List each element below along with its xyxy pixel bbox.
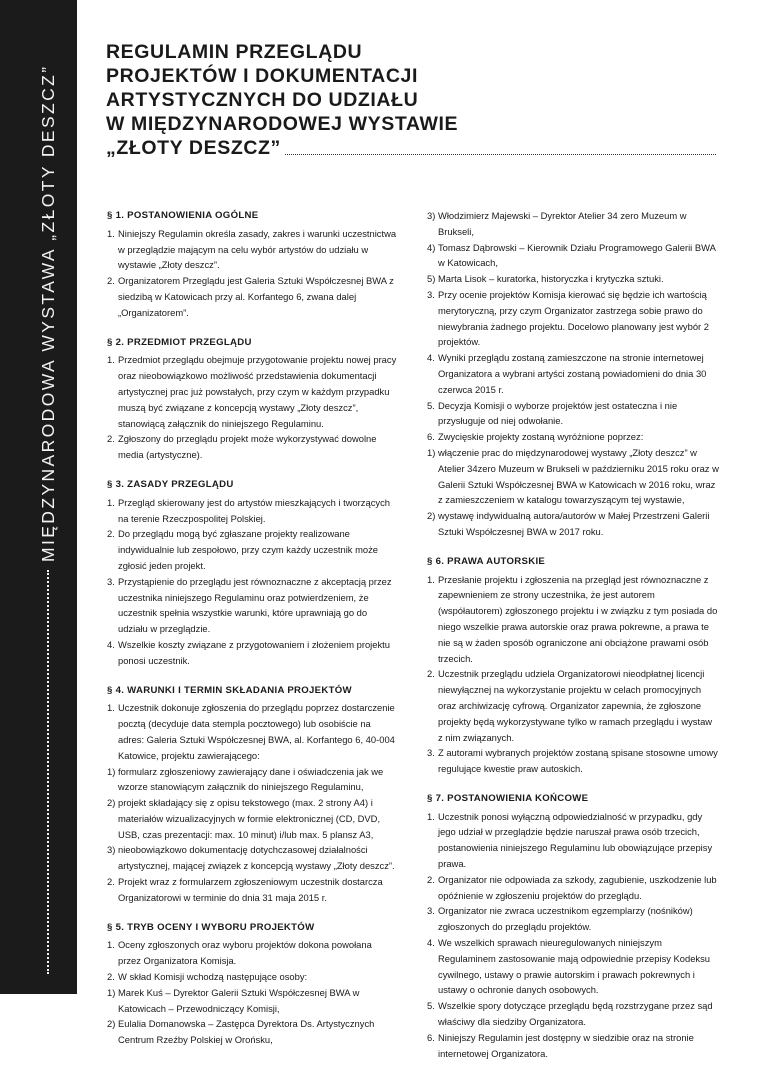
- list-item: [427, 809, 719, 872]
- right-column: [427, 208, 719, 1075]
- item-number: 2.: [107, 876, 115, 888]
- list-item: [107, 700, 397, 763]
- section-heading: § 6. PRAWA AUTORSKIE: [427, 555, 546, 567]
- list-item: [427, 240, 719, 272]
- item-number: 6.: [427, 1031, 435, 1043]
- section-heading: § 2. PRZEDMIOT PRZEGLĄDU: [107, 336, 252, 348]
- item-text: Zgłoszony do przeglądu projekt może wykorzystywać dowolne media (artystyczne).: [118, 433, 377, 461]
- title-last-line: [106, 136, 716, 160]
- item-text: nieobowiązkowo dokumentację dotychczasowej działalności artystycznej, mającej związek z koncepcją wystawy „Złoty deszcz”.: [118, 844, 395, 872]
- item-number: 2.: [107, 528, 115, 540]
- item-number: 4): [427, 241, 436, 253]
- list-item: [107, 637, 397, 669]
- item-text: formularz zgłoszeniowy zawierający dane i oświadczenia jak we wzorze stanowiącym załącznik do niniejszego Regulaminu,: [118, 765, 384, 793]
- item-number: 2): [107, 1018, 116, 1030]
- item-number: 1.: [107, 939, 115, 951]
- section-5-continued: [427, 208, 719, 540]
- list-item: [107, 764, 397, 796]
- item-number: 3.: [427, 747, 435, 759]
- item-number: 2.: [107, 971, 115, 983]
- section-7: [427, 791, 719, 1062]
- item-text: Niniejszy Regulamin jest dostępny w siedzibie oraz na stronie internetowej Organizatora.: [438, 1031, 694, 1059]
- item-number: 2.: [107, 275, 115, 287]
- item-text: Przegląd skierowany jest do artystów mieszkających i tworzących na terenie Rzeczpospolitej Polskiej.: [118, 496, 390, 524]
- sidebar-dotted-rule: [47, 570, 49, 974]
- item-number: 3): [107, 844, 116, 856]
- item-text: Wyniki przeglądu zostaną zamieszczone na stronie internetowej Organizatora a wybrani artyści zostaną powiadomieni do dnia 30 czerwca 2015 r.: [438, 352, 707, 395]
- list-item: [107, 1016, 397, 1048]
- item-text: Przy ocenie projektów Komisja kierować się będzie ich wartością merytoryczną, przy czym Organizator zastrzega sobie prawo do niewybrania żadnego projektu. Docelowo planowany jest wybór 2 projektów.: [438, 288, 709, 348]
- item-number: 1.: [427, 810, 435, 822]
- item-text: Uczestnik ponosi wyłączną odpowiedzialność w przypadku, gdy jego udział w przeglądzie będzie naruszał prawa osób trzecich, postanowienia niniejszego Regulaminu lub obowiązujące przepisy prawa.: [438, 810, 713, 870]
- item-number: 3.: [107, 575, 115, 587]
- item-text: Wszelkie spory dotyczące przeglądu będą rozstrzygane przez sąd właściwy dla siedziby Organizatora.: [438, 1000, 713, 1028]
- list-item: [427, 745, 719, 777]
- item-text: Organizatorem Przeglądu jest Galeria Sztuki Współczesnej BWA z siedzibą w Katowicach przy al. Korfantego 6, zwana dalej „Organizatorem”.: [118, 275, 394, 318]
- list-item: [427, 998, 719, 1030]
- left-column: [107, 208, 397, 1062]
- item-number: 5.: [427, 1000, 435, 1012]
- item-number: 5.: [427, 399, 435, 411]
- item-number: 2.: [427, 873, 435, 885]
- list-item: [427, 208, 719, 240]
- item-number: 1.: [107, 702, 115, 714]
- list-item: [107, 795, 397, 842]
- title-line: ARTYSTYCZNYCH DO UDZIAŁU: [106, 89, 419, 111]
- section-heading: § 3. ZASADY PRZEGLĄDU: [107, 478, 234, 490]
- list-item: [107, 574, 397, 637]
- list-item: [107, 937, 397, 969]
- item-text: Niniejszy Regulamin określa zasady, zakres i warunki uczestnictwa w przeglądzie mającym na celu wybór artystów do udziału w wystawie „Złoty deszcz”.: [118, 227, 397, 271]
- item-number: 2): [107, 797, 116, 809]
- section-heading: § 5. TRYB OCENY I WYBORU PROJEKTÓW: [107, 921, 315, 933]
- item-number: 1.: [107, 496, 115, 508]
- item-number: 6.: [427, 431, 435, 443]
- item-number: 2.: [107, 433, 115, 445]
- list-item: [427, 903, 719, 935]
- section-5: [107, 920, 397, 1048]
- list-item: [427, 872, 719, 904]
- item-text: Tomasz Dąbrowski – Kierownik Działu Programowego Galerii BWA w Katowicach,: [438, 241, 716, 269]
- list-item: [427, 350, 719, 397]
- list-item: [427, 398, 719, 430]
- list-item: [107, 874, 397, 906]
- item-text: Wszelkie koszty związane z przygotowaniem i złożeniem projektu ponosi uczestnik.: [118, 638, 390, 666]
- sidebar-label-text: MIĘDZYNARODOWA WYSTAWA „ZŁOTY DESZCZ”: [38, 64, 58, 562]
- item-text: Zwycięskie projekty zostaną wyróżnione poprzez:: [438, 431, 644, 443]
- list-item: [107, 226, 397, 273]
- list-item: [427, 1030, 719, 1062]
- title-line: „ZŁOTY DESZCZ”: [106, 137, 281, 159]
- item-text: Uczestnik dokonuje zgłoszenia do przeglądu poprzez dostarczenie pocztą (decyduje data stempla pocztowego) lub osobiście na adres: Galeria Sztuki Współczesnej BWA, al. Korfantego 6, 40-004 Katowice, projektu zawierającego:: [118, 702, 395, 761]
- list-item: [427, 572, 719, 667]
- item-number: 1): [107, 986, 116, 998]
- title-dotted-rule: [285, 154, 716, 155]
- section-heading: § 7. POSTANOWIENIA KOŃCOWE: [427, 792, 589, 804]
- sidebar-label: [38, 65, 58, 974]
- item-number: 4.: [427, 937, 435, 949]
- list-item: [427, 935, 719, 998]
- list-item: [107, 985, 397, 1017]
- item-number: 1): [107, 765, 116, 777]
- item-text: We wszelkich sprawach nieuregulowanych niniejszym Regulaminem zastosowanie mają odpowiednie przepisy Kodeksu cywilnego, ustawy o prawie autorskim i prawach pokrewnych i ustawy o ochronie danych osobowych.: [438, 937, 711, 996]
- item-number: 3.: [427, 905, 435, 917]
- section-1: [107, 208, 397, 321]
- item-text: Oceny zgłoszonych oraz wyboru projektów dokona powołana przez Organizatora Komisja.: [118, 939, 372, 967]
- item-text: Uczestnik przeglądu udziela Organizatorowi nieodpłatnej licencji niewyłącznej na wykorzystanie projektu w celach promocyjnych oraz archiwizację cyfrową. Organizator zapewnia, że zgłoszone projekty będą wykorzystywane tylko w ramach przeglądu i wystaw z nim związanych.: [438, 668, 713, 743]
- list-item: [427, 271, 719, 287]
- item-text: Eulalia Domanowska – Zastępca Dyrektora Ds. Artystycznych Centrum Rzeźby Polskiej w Orońsku,: [118, 1018, 375, 1046]
- item-text: Z autorami wybranych projektów zostaną spisane stosowne umowy regulujące kwestie praw autoskich.: [438, 747, 718, 775]
- item-number: 1): [427, 446, 436, 458]
- item-text: Marek Kuś – Dyrektor Galerii Sztuki Współczesnej BWA w Katowicach – Przewodniczący Komisji,: [118, 986, 360, 1014]
- title-line: W MIĘDZYNARODOWEJ WYSTAWIE: [106, 113, 459, 135]
- title-line: PROJEKTÓW I DOKUMENTACJI: [106, 65, 418, 87]
- item-text: Organizator nie odpowiada za szkody, zagubienie, uszkodzenie lub opóźnienie w zgłoszeniu projektów do przeglądu.: [438, 873, 717, 901]
- item-text: Włodzimierz Majewski – Dyrektor Atelier 34 zero Muzeum w Brukseli,: [438, 210, 687, 237]
- list-item: [107, 495, 397, 527]
- item-number: 1.: [427, 573, 435, 585]
- item-number: 1.: [107, 227, 115, 239]
- item-text: włączenie prac do międzynarodowej wystawy „Złoty deszcz” w Atelier 34zero Muzeum w Brukseli w październiku 2015 roku oraz w Galerii Sztuki Współczesnej BWA w Katowicach w 2016 roku, wraz z zamieszczeniem w katalogu towarzyszącym tej wystawie,: [438, 446, 719, 506]
- item-text: Przedmiot przeglądu obejmuje przygotowanie projektu nowej pracy oraz nieobowiązkowo możliwość przedstawienia dokumentacji artystycznej prac już powstałych, przy czym w każdym przypadku muszą być związane z koncepcją wystawy „Złoty deszcz”, stanowiącą załącznik do niniejszego Regulaminu.: [118, 354, 397, 429]
- item-text: Przesłanie projektu i zgłoszenia na przegląd jest równoznaczne z zapewnieniem ze strony uczestnika, że jest autorem (współautorem) zgłoszonego projektu i w związku z tym posiada do niego wszelkie prawa autorskie oraz prawa pokrewne, a prawa te nie są w żaden sposób ograniczone ani obciążone prawami osób trzecich.: [438, 573, 718, 664]
- section-4: [107, 683, 397, 906]
- list-item: [107, 526, 397, 573]
- item-text: Marta Lisok – kuratorka, historyczka i krytyczka sztuki.: [438, 273, 664, 285]
- document-title: [106, 40, 716, 160]
- list-item: [107, 431, 397, 463]
- section-6: [427, 554, 719, 777]
- item-text: Decyzja Komisji o wyborze projektów jest ostateczna i nie przysługuje od niej odwołanie.: [438, 399, 678, 427]
- item-number: 5): [427, 273, 436, 285]
- list-item: [427, 445, 719, 508]
- section-3: [107, 477, 397, 669]
- section-2: [107, 335, 397, 463]
- item-text: Organizator nie zwraca uczestnikom egzemplarzy (nośników) zgłoszonych do przeglądu projektów.: [438, 905, 693, 933]
- item-number: 4.: [107, 638, 115, 650]
- item-text: Do przeglądu mogą być zgłaszane projekty realizowane indywidualnie lub zespołowo, przy czym każdy uczestnik może zgłosić jeden projekt.: [118, 528, 379, 571]
- list-item: [107, 842, 397, 874]
- list-item: [107, 273, 397, 320]
- item-text: projekt składający się z opisu tekstowego (max. 2 strony A4) i materiałów wizualizacyjnych w formie elektronicznej (CD, DVD, USB, czas prezentacji: max. 10 minut) i/lub max. 5 plansz A3,: [118, 797, 381, 840]
- item-number: 4.: [427, 352, 435, 364]
- list-item: [427, 429, 719, 445]
- item-number: 2.: [427, 668, 435, 680]
- item-text: Projekt wraz z formularzem zgłoszeniowym uczestnik dostarcza Organizatorowi w terminie do dnia 31 maja 2015 r.: [118, 876, 383, 903]
- list-item: [107, 352, 397, 431]
- list-item: [427, 287, 719, 350]
- title-line: REGULAMIN PRZEGLĄDU: [106, 41, 363, 63]
- item-text: Przystąpienie do przeglądu jest równoznaczne z akceptacją przez uczestnika niniejszego Regulaminu oraz potwierdzeniem, że uczestnik spełnia wszystkie warunki, które uprawniają go do udziału w przeglądzie.: [118, 575, 392, 635]
- section-heading: § 4. WARUNKI I TERMIN SKŁADANIA PROJEKTÓW: [107, 684, 352, 696]
- item-number: 3): [427, 210, 436, 221]
- item-number: 3.: [427, 288, 435, 300]
- list-item: [427, 508, 719, 540]
- item-number: 1.: [107, 354, 115, 366]
- item-text: W skład Komisji wchodzą następujące osoby:: [118, 971, 308, 983]
- section-heading: § 1. POSTANOWIENIA OGÓLNE: [107, 210, 259, 221]
- list-item: [107, 969, 397, 985]
- list-item: [427, 666, 719, 745]
- sidebar-band: [0, 0, 77, 994]
- item-text: wystawę indywidualną autora/autorów w Małej Przestrzeni Galerii Sztuki Współczesnej BWA w 2017 roku.: [438, 510, 710, 537]
- item-number: 2): [427, 510, 436, 522]
